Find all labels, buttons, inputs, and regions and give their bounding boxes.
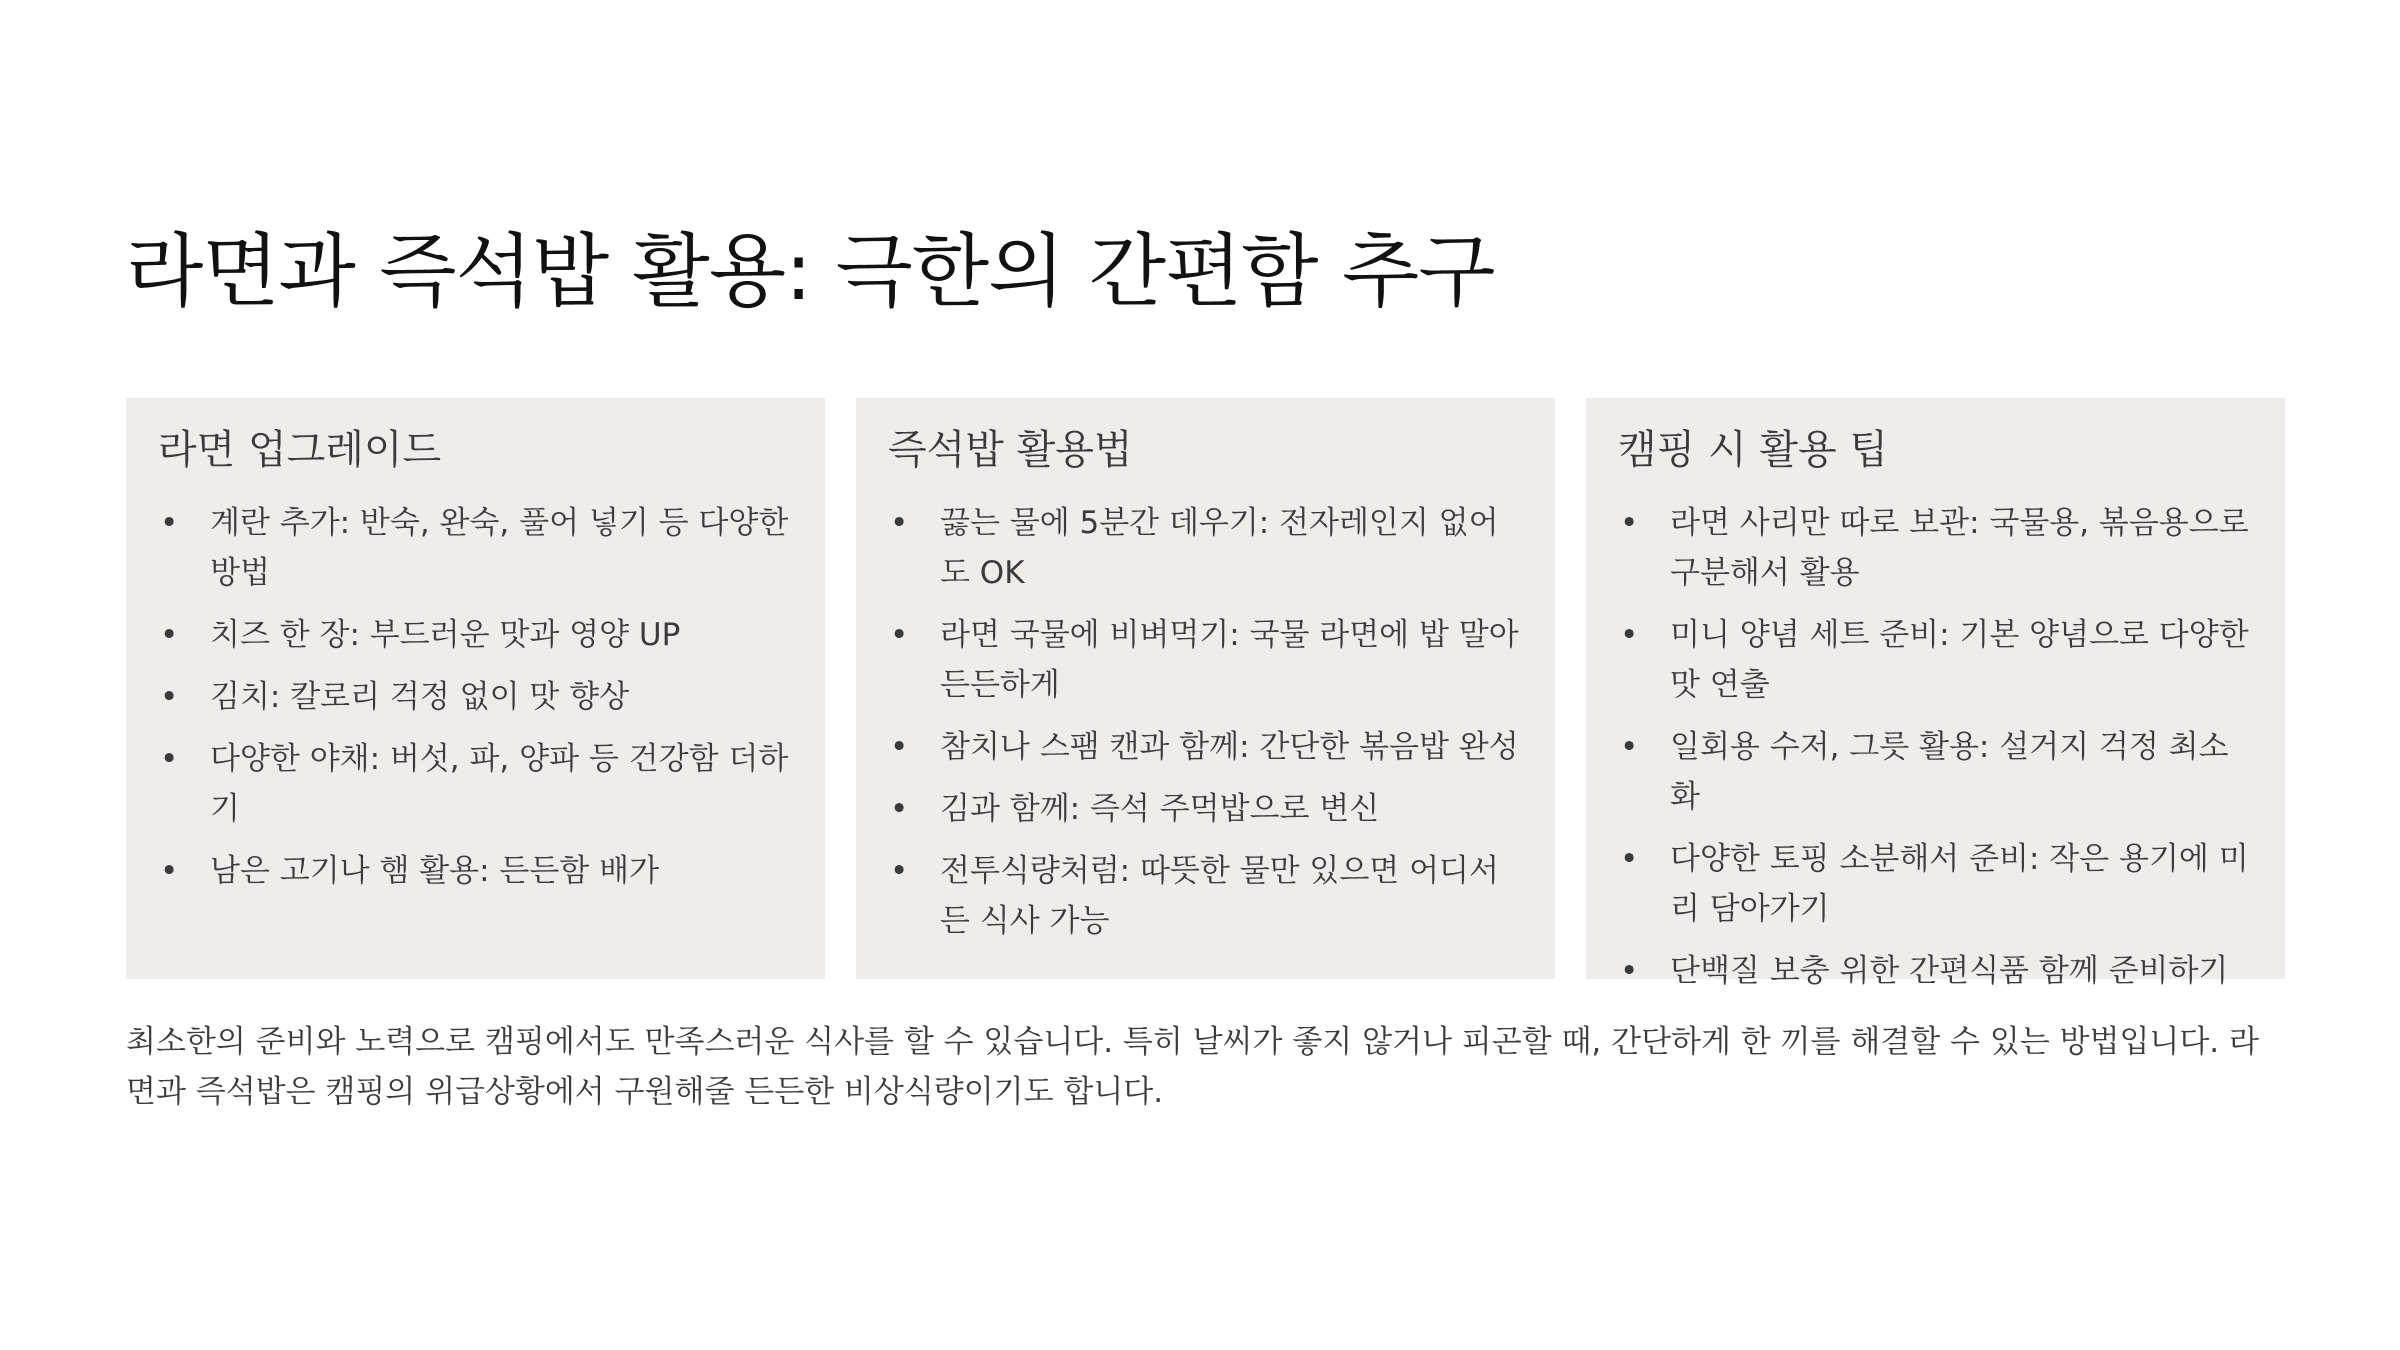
card-instant-rice	[856, 398, 1555, 979]
card-title: 캠핑 시 활용 팁	[1618, 427, 1888, 473]
bullet-icon: •	[1620, 505, 1639, 541]
bullet-icon: •	[890, 853, 909, 889]
bullet-list	[888, 498, 1525, 946]
bullet-icon: •	[1620, 953, 1639, 989]
list-item-text: 미니 양념 세트 준비: 기본 양념으로 다양한 맛 연출	[1670, 617, 2249, 703]
list-item	[1618, 946, 2255, 996]
list-item	[158, 498, 795, 598]
list-item-text: 치즈 한 장: 부드러운 맛과 영양 UP	[210, 617, 681, 653]
list-item-text: 일회용 수저, 그릇 활용: 설거지 걱정 최소화	[1670, 729, 2229, 815]
card-title: 즉석밥 활용법	[888, 427, 1133, 473]
list-item	[888, 722, 1525, 772]
bullet-icon: •	[160, 679, 179, 715]
bullet-icon: •	[1620, 841, 1639, 877]
list-item	[888, 498, 1525, 598]
list-item	[888, 610, 1525, 710]
list-item	[1618, 498, 2255, 598]
bullet-icon: •	[160, 617, 179, 653]
bullet-list	[1618, 498, 2255, 996]
list-item	[888, 846, 1525, 946]
list-item	[158, 846, 795, 896]
list-item-text: 끓는 물에 5분간 데우기: 전자레인지 없어도 OK	[940, 505, 1499, 591]
list-item-text: 남은 고기나 햄 활용: 든든함 배가	[210, 853, 660, 889]
bullet-icon: •	[890, 617, 909, 653]
list-item-text: 계란 추가: 반숙, 완숙, 풀어 넣기 등 다양한 방법	[210, 505, 789, 591]
list-item	[158, 734, 795, 834]
list-item	[1618, 610, 2255, 710]
list-item-text: 라면 사리만 따로 보관: 국물용, 볶음용으로 구분해서 활용	[1670, 505, 2249, 591]
bullet-list	[158, 498, 795, 896]
footer-paragraph: 최소한의 준비와 노력으로 캠핑에서도 만족스러운 식사를 할 수 있습니다. 특히 날씨가 좋지 않거나 피곤할 때, 간단하게 한 끼를 해결할 수 있는 방법입니다. 라면과 즉석밥은 캠핑의 위급상황에서 구원해줄 든든한 비상식량이기도 합니다.	[126, 1024, 2259, 1110]
list-item-text: 다양한 야채: 버섯, 파, 양파 등 건강함 더하기	[210, 741, 789, 827]
list-item	[158, 672, 795, 722]
bullet-icon: •	[160, 853, 179, 889]
list-item	[888, 784, 1525, 834]
card-camping-tips	[1586, 398, 2285, 989]
list-item-text: 단백질 보충 위한 간편식품 함께 준비하기	[1670, 953, 2229, 989]
bullet-icon: •	[890, 505, 909, 541]
list-item-text: 전투식량처럼: 따뜻한 물만 있으면 어디서든 식사 가능	[940, 853, 1499, 939]
slide	[126, 224, 2286, 1117]
bullet-icon: •	[890, 791, 909, 827]
list-item	[1618, 834, 2255, 934]
list-item-text: 라면 국물에 비벼먹기: 국물 라면에 밥 말아 든든하게	[940, 617, 1519, 703]
card-ramen-upgrade	[126, 398, 825, 979]
card-title: 라면 업그레이드	[158, 427, 442, 473]
page-title: 라면과 즉석밥 활용: 극한의 간편함 추구	[126, 225, 1495, 318]
list-item-text: 김과 함께: 즉석 주먹밥으로 변신	[940, 791, 1380, 827]
list-item-text: 다양한 토핑 소분해서 준비: 작은 용기에 미리 담아가기	[1670, 841, 2249, 927]
bullet-icon: •	[890, 729, 909, 765]
list-item	[158, 610, 795, 660]
list-item	[1618, 722, 2255, 822]
bullet-icon: •	[160, 505, 179, 541]
list-item-text: 김치: 칼로리 걱정 없이 맛 향상	[210, 679, 630, 715]
bullet-icon: •	[1620, 617, 1639, 653]
list-item-text: 참치나 스팸 캔과 함께: 간단한 볶음밥 완성	[940, 729, 1519, 765]
bullet-icon: •	[160, 741, 179, 777]
bullet-icon: •	[1620, 729, 1639, 765]
card-row	[126, 398, 2286, 989]
